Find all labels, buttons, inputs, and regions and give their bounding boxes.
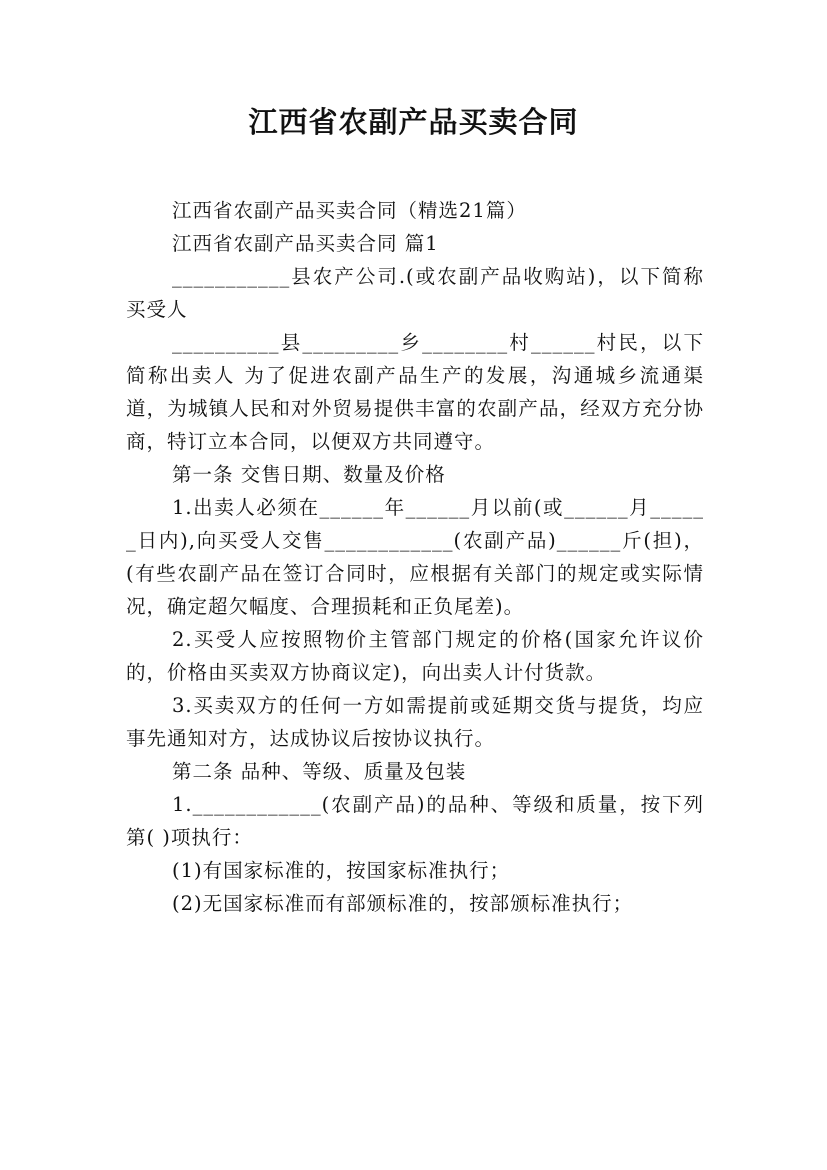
- paragraph-subtitle: 江西省农副产品买卖合同（精选21篇）: [172, 199, 527, 222]
- article-1-clause-3: 3.买卖双方的任何一方如需提前或延期交货与提货，均应事先通知对方，达成协议后按协议执行。: [126, 694, 704, 750]
- article-2-item-2: (2)无国家标准而有部颁标准的，按部颁标准执行；: [172, 892, 634, 915]
- article-2-item-1: (1)有国家标准的，按国家标准执行；: [172, 859, 511, 882]
- article-1-clause-2: 2.买受人应按照物价主管部门规定的价格(国家允许议价的，价格由买卖双方协商议定)，向出卖人计付货款。: [126, 628, 704, 684]
- article-2-heading: 第二条 品种、等级、质量及包装: [172, 760, 467, 783]
- paragraph-seller: __________县_________乡________村______村民，以下简称出卖人 为了促进农副产品生产的发展，沟通城乡流通渠道，为城镇人民和对外贸易提供丰富的农副产品，经双方充分协商，特订立本合同，以便双方共同遵守。: [126, 331, 704, 453]
- paragraph-section-heading: 江西省农副产品买卖合同 篇1: [172, 232, 439, 255]
- document-body: [126, 194, 704, 920]
- article-1-clause-1: 1.出卖人必须在______年______月以前(或______月______日内),向买受人交售____________(农副产品)______斤(担)，(有些农副产品在签订合同时，应根据有关部门的规定或实际情况，确定超欠幅度、合理损耗和正负尾差)。: [126, 496, 704, 618]
- article-2-clause-1: 1.____________(农副产品)的品种、等级和质量，按下列第( )项执行：: [126, 793, 704, 849]
- document-title: 江西省农副产品买卖合同: [248, 105, 579, 139]
- paragraph-buyer: ___________县农产公司.(或农副产品收购站)，以下简称买受人: [126, 265, 704, 321]
- article-1-heading: 第一条 交售日期、数量及价格: [172, 463, 446, 486]
